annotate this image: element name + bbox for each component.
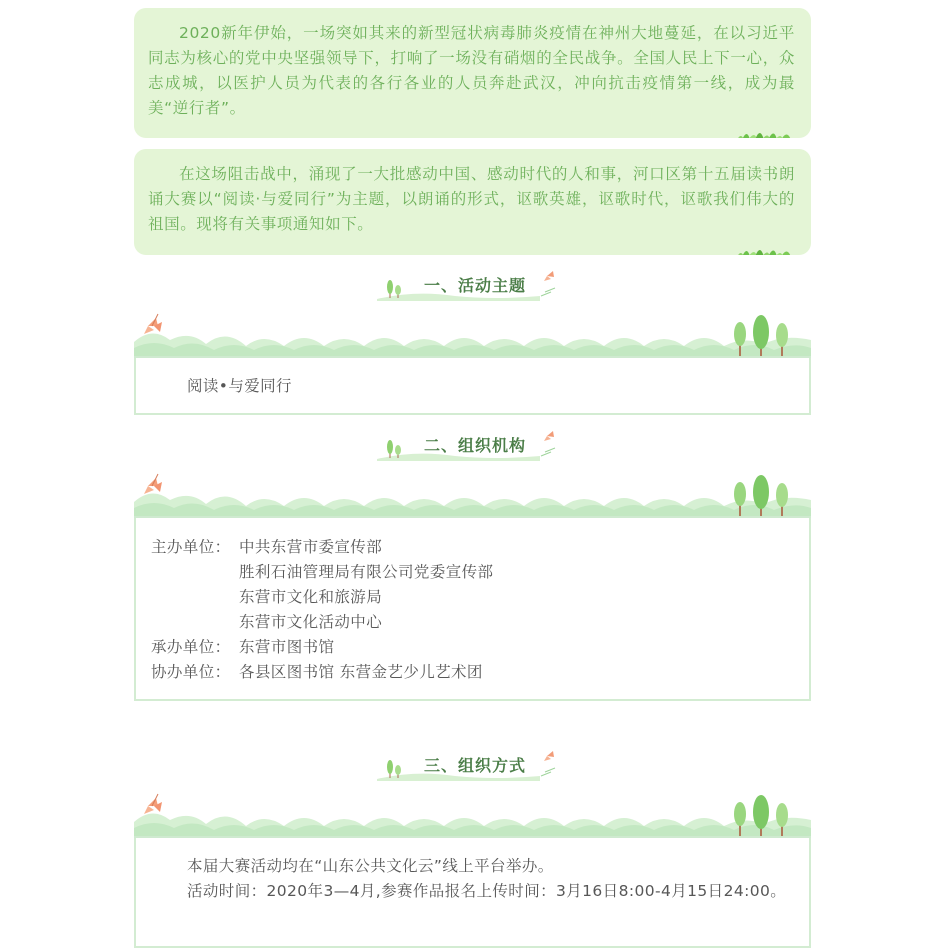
grass-decoration (735, 126, 795, 138)
host-list (239, 535, 793, 635)
host-label: 主办单位： (151, 538, 231, 556)
theme-box (134, 358, 811, 415)
host-item: 中共东营市委宣传部 (239, 538, 383, 556)
host-row (151, 535, 793, 635)
section-title-theme (375, 268, 560, 304)
host-item: 东营市文化活动中心 (239, 613, 383, 631)
grass-decoration (735, 243, 795, 255)
hills-banner (134, 308, 811, 358)
co-organizer-row (151, 660, 793, 685)
co-organizer-value: 各县区图书馆 东营金艺少儿艺术团 (239, 663, 483, 681)
theme-content: 阅读•与爱同行 (187, 377, 292, 395)
organizer-label: 承办单位： (151, 638, 231, 656)
section-title-method (375, 748, 560, 784)
host-item: 胜利石油管理局有限公司党委宣传部 (239, 563, 494, 581)
section-title-text: 一、活动主题 (423, 276, 526, 295)
intro-card-1 (134, 8, 811, 138)
section-title-text: 二、组织机构 (423, 436, 526, 455)
intro-paragraph-2: 在这场阻击战中，涌现了一大批感动中国、感动时代的人和事，河口区第十五届读书朗诵大赛以“阅读·与爱同行”为主题，以朗诵的形式，讴歌英雄，讴歌时代，讴歌我们伟大的祖国。现将有关事项通知如下。 (148, 165, 795, 233)
method-line-2: 活动时间：2020年3—4月,参赛作品报名上传时间：3月16日8:00-4月15日24:00。 (187, 882, 787, 900)
method-line-1: 本届大赛活动均在“山东公共文化云”线上平台举办。 (187, 857, 554, 875)
method-box (134, 838, 811, 948)
section-title-text: 三、组织方式 (423, 756, 526, 775)
co-organizer-label: 协办单位： (151, 663, 231, 681)
intro-card-2 (134, 149, 811, 255)
hills-banner (134, 468, 811, 518)
host-item: 东营市文化和旅游局 (239, 588, 383, 606)
organizer-row (151, 635, 793, 660)
section-title-organization (375, 428, 560, 464)
organization-box (134, 518, 811, 701)
organizer-value: 东营市图书馆 (239, 638, 335, 656)
intro-paragraph-1: 2020新年伊始，一场突如其来的新型冠状病毒肺炎疫情在神州大地蔓延，在以习近平同志为核心的党中央坚强领导下，打响了一场没有硝烟的全民战争。全国人民上下一心，众志成城，以医护人员为代表的各行各业的人员奔赴武汉，冲向抗击疫情第一线，成为最美“逆行者”。 (148, 24, 795, 117)
hills-banner (134, 788, 811, 838)
